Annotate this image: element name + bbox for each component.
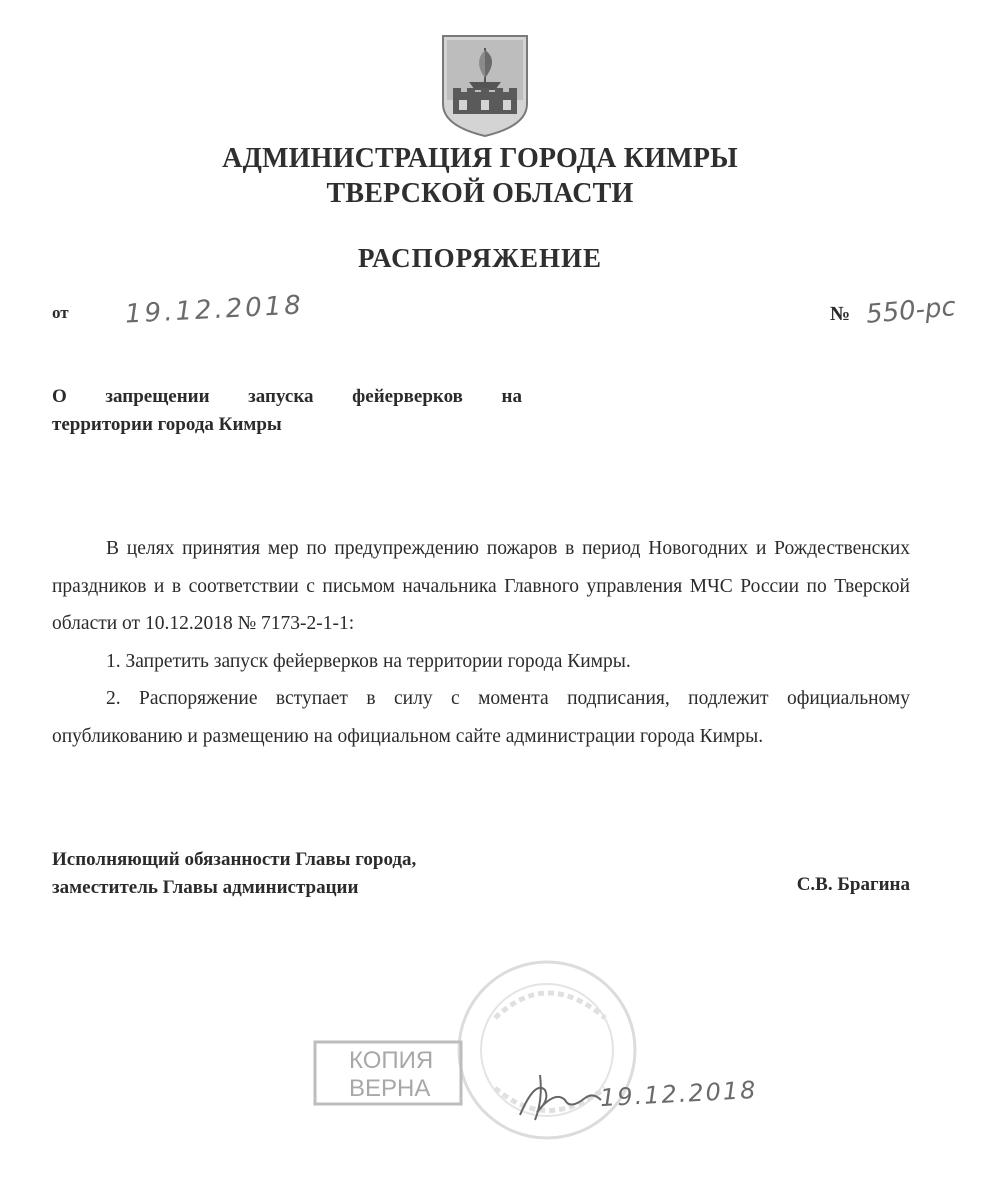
org-name-line2: ТВЕРСКОЙ ОБЛАСТИ [326, 178, 634, 209]
copy-certified-stamp [313, 1040, 463, 1106]
signatory-title [52, 846, 416, 902]
coat-of-arms-icon [441, 34, 529, 138]
stamp-handwritten-date: 19.12.2018 [599, 1075, 759, 1113]
document-type: РАСПОРЯЖЕНИЕ [357, 243, 603, 273]
org-name-line1: АДМИНИСТРАЦИЯ ГОРОДА КИМРЫ [222, 143, 738, 174]
date-label: от [52, 303, 69, 322]
signatory-title-line1: Исполняющий обязанности Главы города, [52, 849, 417, 870]
signatory-title-line2: заместитель Главы администрации [52, 877, 359, 898]
document-body [52, 530, 910, 755]
signatory-name: С.В. Брагина [796, 874, 910, 895]
stamp-copy-line2: ВЕРНА [349, 1075, 431, 1102]
stamp-copy-line1: КОПИЯ [349, 1047, 434, 1074]
body-item-2: 2. Распоряжение вступает в силу с момента подписания, подлежит официальному опубликованию и размещению на официальном сайте администрации города Кимры. [52, 688, 910, 747]
handwritten-date: 19.12.2018 [124, 290, 305, 330]
document-subject [52, 383, 522, 439]
subject-line2: территории города Кимры [52, 414, 282, 435]
handwritten-number: 550-рс [864, 292, 957, 330]
number-label: № [830, 303, 851, 325]
body-item-1: 1. Запретить запуск фейерверков на территории города Кимры. [106, 650, 631, 672]
subject-line1: О запрещении запуска фейерверков на [52, 386, 522, 407]
handwritten-signature-icon [515, 1070, 605, 1125]
body-intro: В целях принятия мер по предупреждению пожаров в период Новогодних и Рождественских праздников и в соответствии с письмом начальника Главного управления МЧС России по Тверской области от 10.12.2018 № 7173-2-1-1: [52, 538, 910, 634]
